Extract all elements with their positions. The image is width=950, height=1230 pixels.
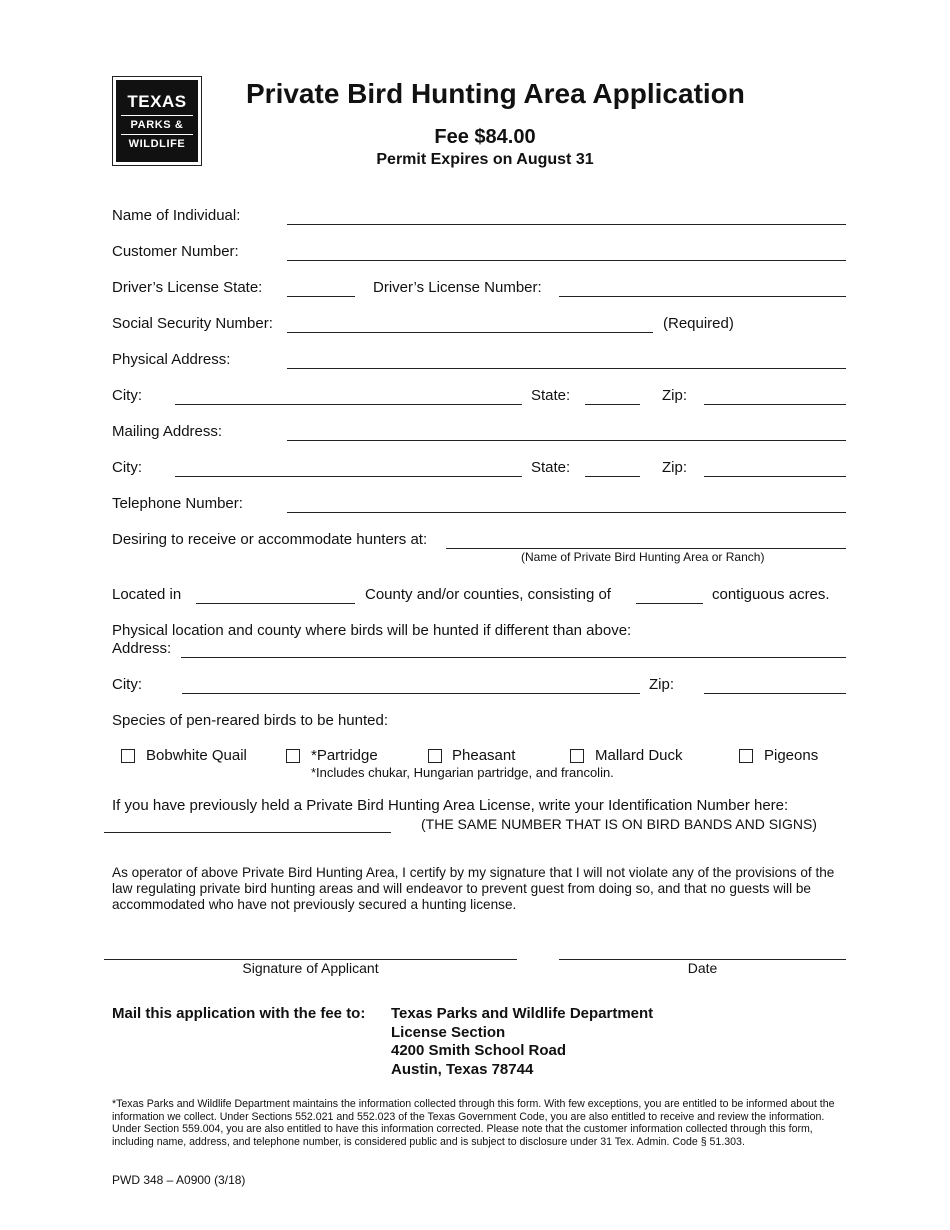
mailing-city-label: City: [112,459,142,476]
alt-city-input[interactable] [182,675,640,694]
mailing-zip-input[interactable] [704,458,846,477]
logo-mark [116,80,198,162]
partridge-footnote: *Includes chukar, Hungarian partridge, and francolin. [311,765,614,780]
located-in-label: Located in [112,586,182,603]
signature-input[interactable] [104,941,517,960]
pheasant-label: Pheasant [452,747,516,764]
acres-label: County and/or counties, consisting of [365,586,611,603]
certification-statement: As operator of above Private Bird Hunting Area, I certify by my signature that I will not violate any of the provisions of the law regulating private bird hunting areas and will endeavor to prevent guest from doing so, and that no guests will be accommodated who have not previously secured a hunting license. [112,865,835,912]
mail-address-line: Texas Parks and Wildlife Department [391,1005,654,1022]
alt-address-label: Address: [112,640,172,657]
date-input[interactable] [559,941,846,960]
customer-number-input[interactable] [287,242,846,261]
physical-zip-label: Zip: [662,387,688,404]
signature-label: Signature of Applicant [242,960,379,976]
physical-address-label: Physical Address: [112,351,231,368]
mail-address-line: 4200 Smith School Road [391,1042,567,1059]
physical-city-label: City: [112,387,142,404]
mailing-state-input[interactable] [585,458,640,477]
customer-number-label: Customer Number: [112,243,239,260]
form-id: PWD 348 – A0900 (3/18) [112,1173,246,1187]
date-label: Date [687,960,718,976]
physical-state-label: State: [531,387,571,404]
prior-license-note: (THE SAME NUMBER THAT IS ON BIRD BANDS AND SIGNS) [421,816,817,832]
permit-expiration: Permit Expires on August 31 [376,151,594,168]
alt-zip-label: Zip: [649,676,675,693]
species-heading: Species of pen-reared birds to be hunted: [112,712,389,729]
physical-address-input[interactable] [287,350,846,369]
mail-address-line: Austin, Texas 78744 [391,1060,534,1078]
dl-state-label: Driver’s License State: [112,279,263,296]
dl-number-label: Driver’s License Number: [373,279,542,296]
hunt-area-label: Desiring to receive or accommodate hunters at: [112,531,428,548]
ssn-input[interactable] [287,314,653,333]
telephone-label: Telephone Number: [112,495,243,512]
dl-state-input[interactable] [287,278,355,297]
alt-city-label: City: [112,676,142,693]
mail-instruction: Mail this application with the fee to: [112,1005,366,1022]
partridge-checkbox[interactable] [286,749,300,763]
county-input[interactable] [196,585,355,604]
name-label: Name of Individual: [112,207,241,224]
acres-input[interactable] [636,585,703,604]
mail-address-line: License Section [391,1023,506,1041]
mail-address [391,1005,653,1079]
ssn-label: Social Security Number: [112,315,273,332]
mailing-zip-label: Zip: [662,459,688,476]
acres-suffix: contiguous acres. [712,586,830,603]
bobwhite-quail-checkbox[interactable] [121,749,135,763]
bobwhite-quail-label: Bobwhite Quail [146,747,247,764]
alt-location-heading: Physical location and county where birds will be hunted if different than above: [112,622,632,639]
dl-number-input[interactable] [559,278,846,297]
partridge-label: *Partridge [311,747,378,764]
pigeons-label: Pigeons [764,747,819,764]
ssn-required-note: (Required) [663,315,734,332]
alt-zip-input[interactable] [704,675,846,694]
telephone-input[interactable] [287,494,846,513]
mailing-address-input[interactable] [287,422,846,441]
mailing-state-label: State: [531,459,571,476]
logo-text-texas: TEXAS [127,92,187,111]
logo-text-wildlife: WILDLIFE [128,138,186,150]
page-title: Private Bird Hunting Area Application [246,78,745,109]
fee-amount: Fee $84.00 [434,126,536,148]
physical-state-input[interactable] [585,386,640,405]
prior-license-input[interactable] [104,814,391,833]
pigeons-checkbox[interactable] [739,749,753,763]
hunt-area-input[interactable] [446,530,846,549]
alt-address-input[interactable] [181,639,846,658]
pheasant-checkbox[interactable] [428,749,442,763]
mallard-duck-label: Mallard Duck [595,747,683,764]
physical-zip-input[interactable] [704,386,846,405]
physical-city-input[interactable] [175,386,522,405]
mailing-city-input[interactable] [175,458,522,477]
privacy-notice: *Texas Parks and Wildlife Department maintains the information collected through this form. With few exceptions, you are entitled to be informed about the information we collect. Under Sections 552.021 and 552.023 of the Texas Government Code, you are also entitled to receive and review the information. Under Section 559.004, you are also entitled to have this information corrected. Please note that the customer information collected through this form, including name, address, and telephone number, is considered public and is subject to disclosure under 31 Tex. Admin. Code § 51.303. [112,1098,835,1148]
name-input[interactable] [287,206,846,225]
mailing-address-label: Mailing Address: [112,423,223,440]
prior-license-text: If you have previously held a Private Bird Hunting Area License, write your Identification Number here: [112,797,789,814]
logo-text-parks: PARKS & [130,119,184,131]
hunt-area-caption: (Name of Private Bird Hunting Area or Ranch) [521,550,765,564]
mallard-duck-checkbox[interactable] [570,749,584,763]
